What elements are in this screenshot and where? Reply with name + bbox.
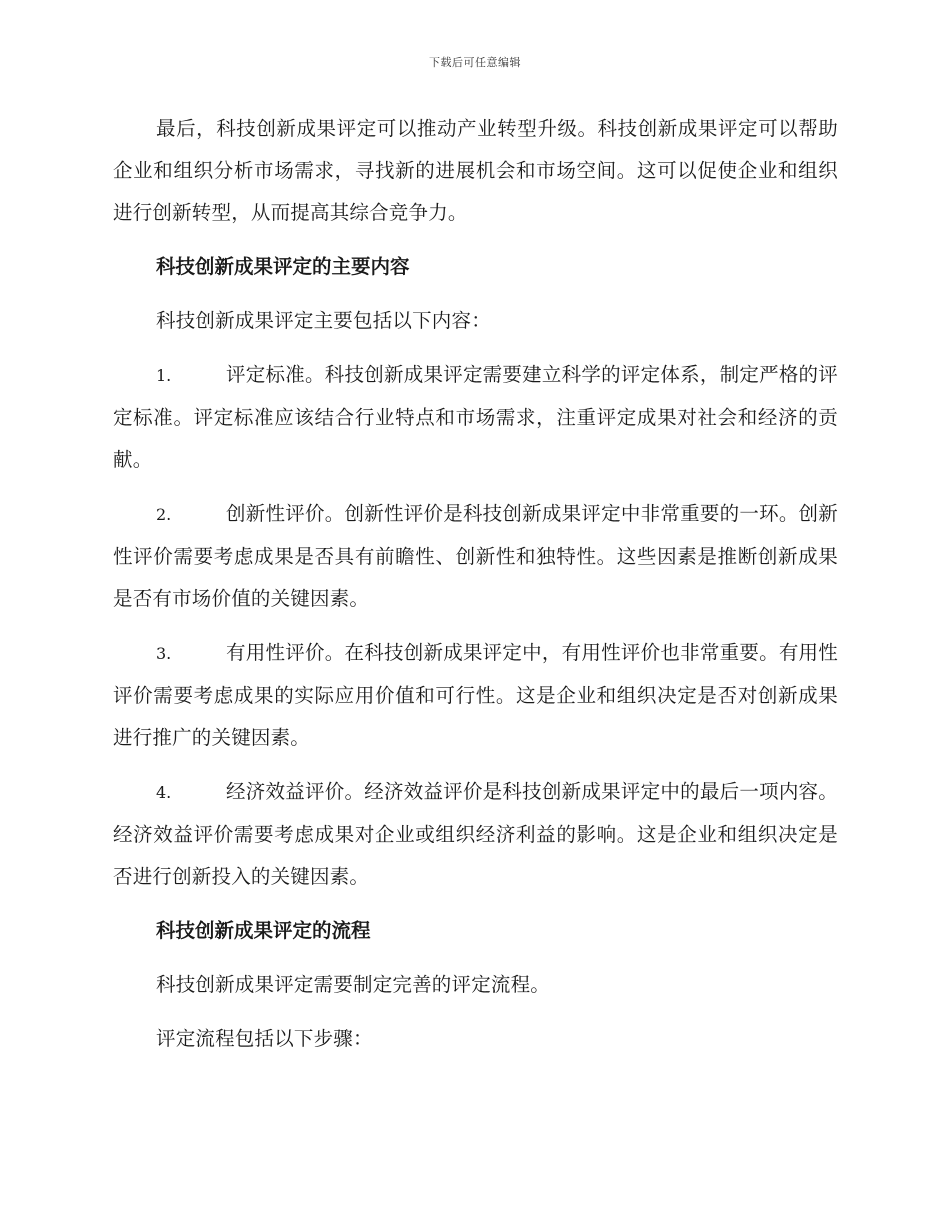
list-item-number: 2.: [156, 505, 172, 524]
list-item-text: 有用性评价。在科技创新成果评定中，有用性评价也非常重要。有用性评价需要考虑成果的实际应用价值和可行性。这是企业和组织决定是否对创新成果进行推广的关键因素。: [113, 641, 838, 749]
list-item-number: 3.: [156, 644, 172, 663]
list-item-text: 评定标准。科技创新成果评定需要建立科学的评定体系，制定严格的评定标准。评定标准应该结合行业特点和市场需求，注重评定成果对社会和经济的贡献。: [113, 363, 838, 471]
list-item: [113, 493, 838, 620]
list-item-number: 1.: [156, 366, 172, 385]
section-heading-main-content: 科技创新成果评定的主要内容: [156, 255, 410, 278]
page-header: 下载后可任意编辑: [429, 56, 521, 69]
paragraph-steps-intro: 评定流程包括以下步骤：: [156, 1027, 373, 1050]
paragraph-process-intro: 科技创新成果评定需要制定完善的评定流程。: [156, 973, 551, 996]
list-item-text: 经济效益评价。经济效益评价是科技创新成果评定中的最后一项内容。经济效益评价需要考虑成果对企业或组织经济利益的影响。这是企业和组织决定是否进行创新投入的关键因素。: [113, 780, 838, 888]
document-body: [113, 108, 838, 1072]
list-item: [113, 771, 838, 898]
paragraph-content-intro: 科技创新成果评定主要包括以下内容：: [156, 309, 491, 332]
list-item: [113, 354, 838, 481]
list-item-text: 创新性评价。创新性评价是科技创新成果评定中非常重要的一环。创新性评价需要考虑成果是否具有前瞻性、创新性和独特性。这些因素是推断创新成果是否有市场价值的关键因素。: [113, 502, 838, 610]
list-item-number: 4.: [156, 783, 172, 802]
list-item: [113, 632, 838, 759]
paragraph-intro: 最后，科技创新成果评定可以推动产业转型升级。科技创新成果评定可以帮助企业和组织分析市场需求，寻找新的进展机会和市场空间。这可以促使企业和组织进行创新转型，从而提高其综合竞争力。: [113, 117, 838, 224]
section-heading-process: 科技创新成果评定的流程: [156, 919, 371, 942]
